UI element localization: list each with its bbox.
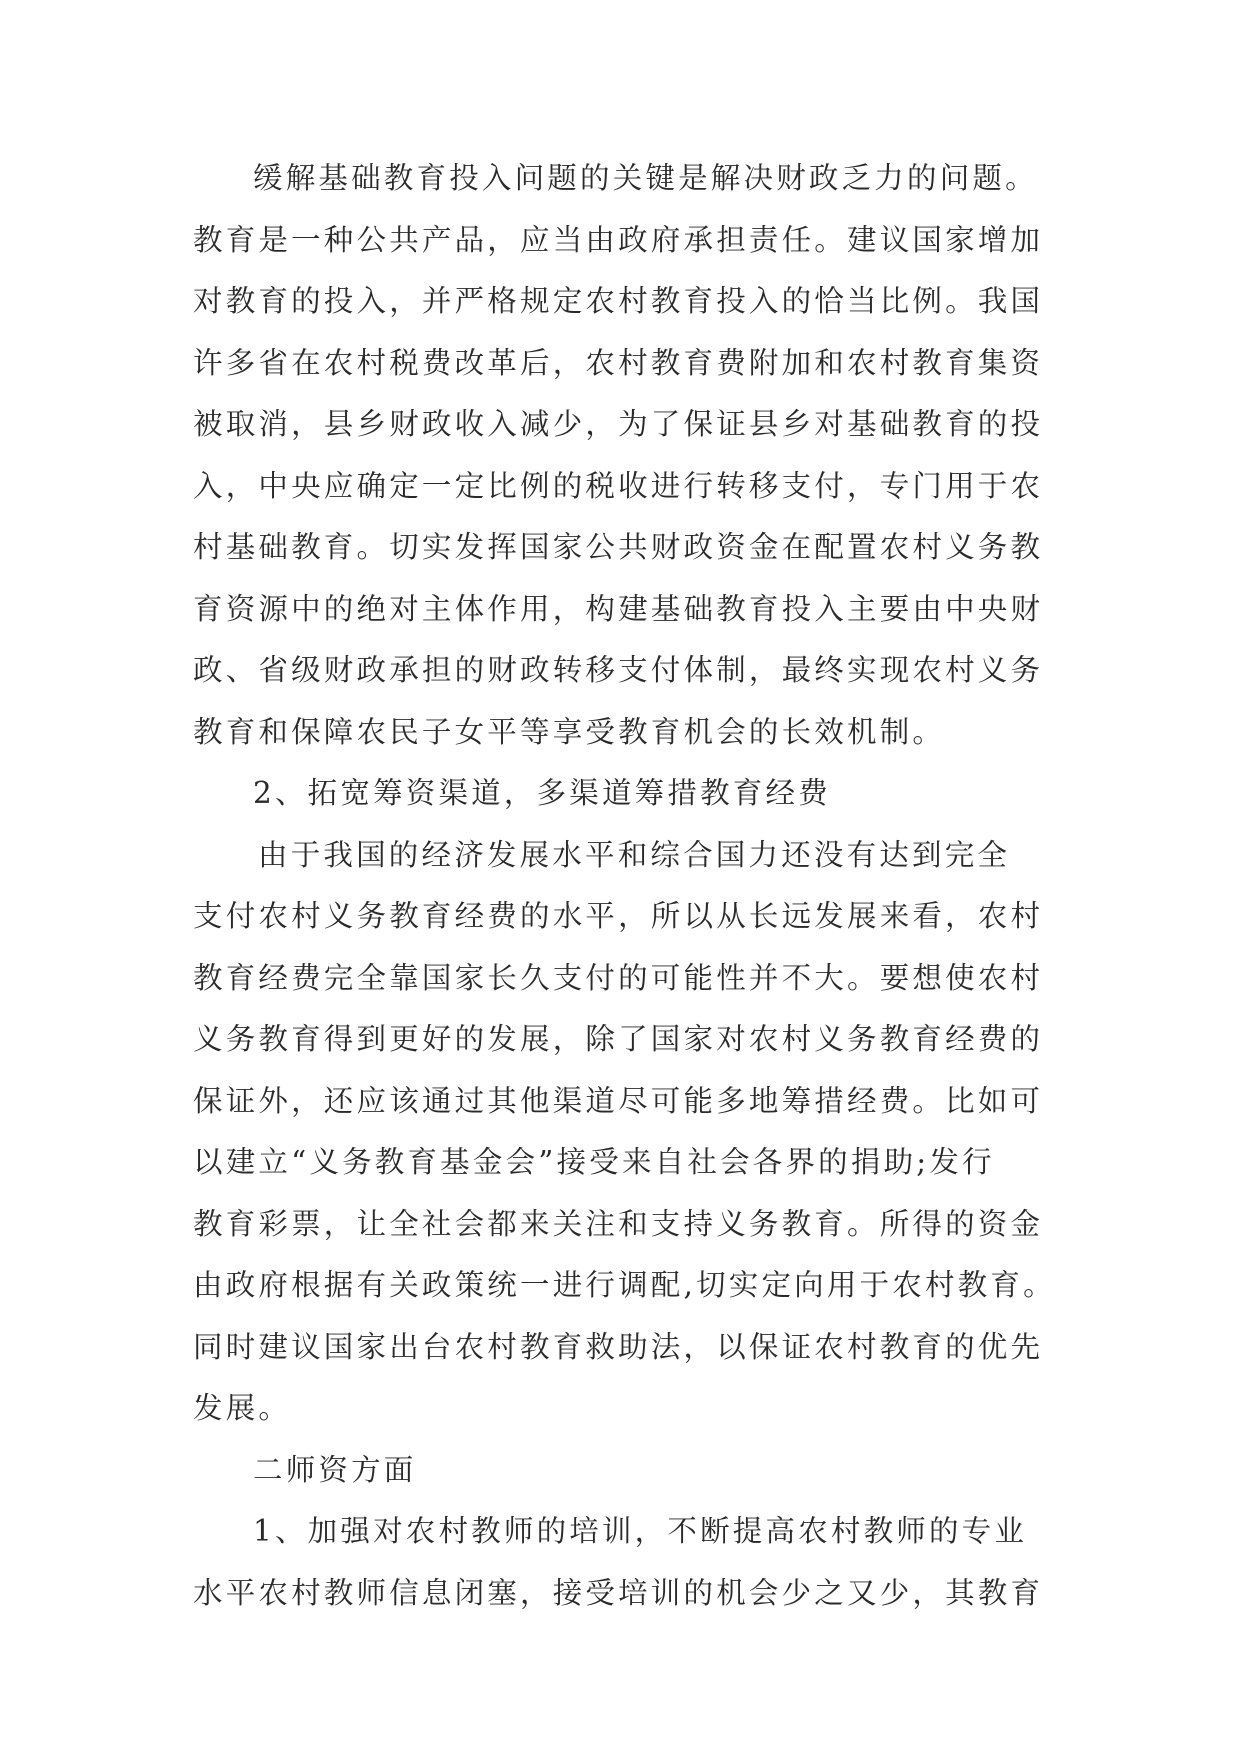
paragraph-line: 教育是一种公共产品，应当由政府承担责任。建议国家增加 bbox=[193, 222, 1044, 257]
paragraph-line: 对教育的投入，并严格规定农村教育投入的恰当比例。我国 bbox=[193, 284, 1044, 318]
paragraph-line: 教育经费完全靠国家长久支付的可能性并不大。要想使农村 bbox=[193, 960, 1044, 995]
paragraph-line: 1、加强对农村教师的培训，不断提高农村教师的专业 bbox=[253, 1514, 1028, 1548]
paragraph-line: 政、省级财政承担的财政转移支付体制，最终实现农村义务 bbox=[193, 653, 1044, 687]
paragraph-line: 支付农村义务教育经费的水平，所以从长远发展来看，农村 bbox=[193, 899, 1044, 933]
paragraph-line: 保证外，还应该通过其他渠道尽可能多地筹措经费。比如可 bbox=[193, 1083, 1044, 1118]
paragraph-line: 许多省在农村税费改革后，农村教育费附加和农村教育集资 bbox=[193, 345, 1044, 380]
paragraph-line: 被取消，县乡财政收入减少，为了保证县乡对基础教育的投 bbox=[193, 407, 1044, 441]
paragraph-line: 义务教育得到更好的发展，除了国家对农村义务教育经费的 bbox=[193, 1022, 1044, 1056]
paragraph-line: 村基础教育。切实发挥国家公共财政资金在配置农村义务教 bbox=[193, 530, 1044, 564]
paragraph-line: 以建立“义务教育基金会”接受来自社会各界的捐助;发行 bbox=[193, 1145, 995, 1179]
document-body bbox=[193, 158, 1056, 1634]
paragraph-line: 教育和保障农民子女平等享受教育机会的长效机制。 bbox=[193, 714, 946, 749]
paragraph-line: 发展。 bbox=[193, 1391, 292, 1425]
paragraph-line: 育资源中的绝对主体作用，构建基础教育投入主要由中央财 bbox=[193, 591, 1044, 626]
paragraph-line: 由政府根据有关政策统一进行调配,切实定向用于农村教育。 bbox=[193, 1268, 1056, 1302]
section-heading: 二师资方面 bbox=[253, 1452, 417, 1487]
paragraph-line: 缓解基础教育投入问题的关键是解决财政乏力的问题。 bbox=[253, 161, 1038, 195]
paragraph-line: 同时建议国家出台农村教育救助法，以保证农村教育的优先 bbox=[193, 1329, 1044, 1364]
paragraph-line: 教育彩票，让全社会都来关注和支持义务教育。所得的资金 bbox=[193, 1206, 1044, 1241]
paragraph-line: 由于我国的经济发展水平和综合国力还没有达到完全 bbox=[258, 837, 1011, 872]
section-heading: 2、拓宽筹资渠道，多渠道筹措教育经费 bbox=[253, 776, 831, 810]
paragraph-line: 水平农村教师信息闭塞，接受培训的机会少之又少，其教育 bbox=[193, 1575, 1044, 1610]
paragraph-line: 入，中央应确定一定比例的税收进行转移支付，专门用于农 bbox=[193, 468, 1044, 503]
